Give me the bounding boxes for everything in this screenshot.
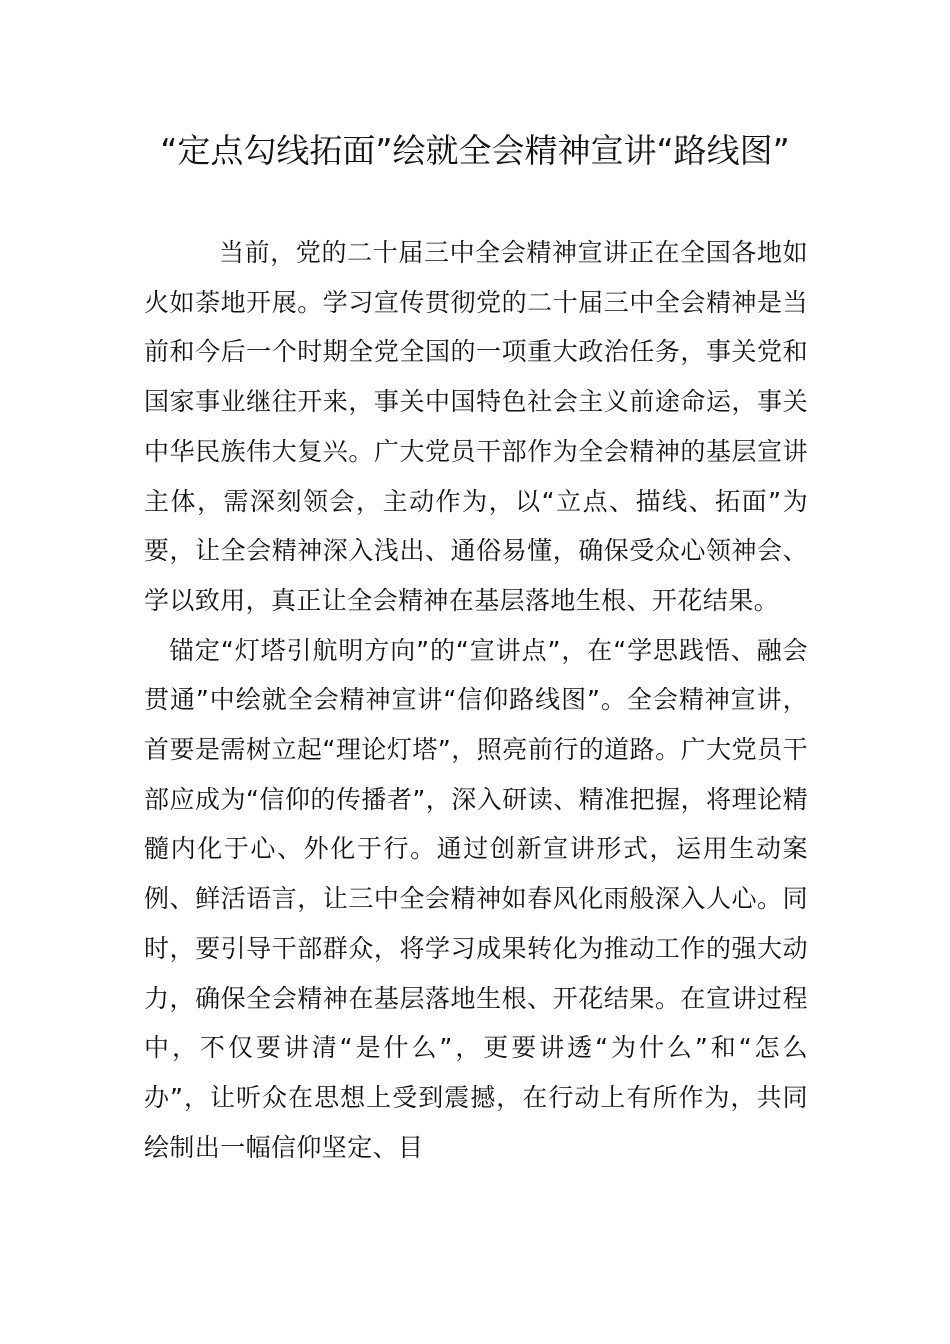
paragraph-1: 当前，党的二十届三中全会精神宣讲正在全国各地如火如荼地开展。学习宣传贯彻党的二十届三中全会精神是当前和今后一个时期全党全国的一项重大政治任务，事关党和国家事业继往开来，事关中国特色社会主义前途命运，事关中华民族伟大复兴。广大党员干部作为全会精神的基层宣讲主体，需深刻领会，主动作为，以“立点、描线、拓面”为要，让全会精神深入浅出、通俗易懂，确保受众心领神会、学以致用，真正让全会精神在基层落地生根、开花结果。 xyxy=(144,238,808,615)
paragraph-2: 锚定“灯塔引航明方向”的“宣讲点”，在“学思践悟、融会贯通”中绘就全会精神宣讲“信仰路线图”。全会精神宣讲，首要是需树立起“理论灯塔”，照亮前行的道路。广大党员干部应成为“信仰的传播者”，深入研读、精准把握，将理论精髓内化于心、外化于行。通过创新宣讲形式，运用生动案例、鲜活语言，让三中全会精神如春风化雨般深入人心。同时，要引导干部群众，将学习成果转化为推动工作的强大动力，确保全会精神在基层落地生根、开花结果。在宣讲过程中，不仅要讲清“是什么”，更要讲透“为什么”和“怎么办”，让听众在思想上受到震撼，在行动上有所作为，共同绘制出一幅信仰坚定、目 xyxy=(144,635,808,1162)
document-body xyxy=(144,228,808,1172)
document-title: “定点勾线拓面”绘就全会精神宣讲“路线图” xyxy=(160,131,790,170)
